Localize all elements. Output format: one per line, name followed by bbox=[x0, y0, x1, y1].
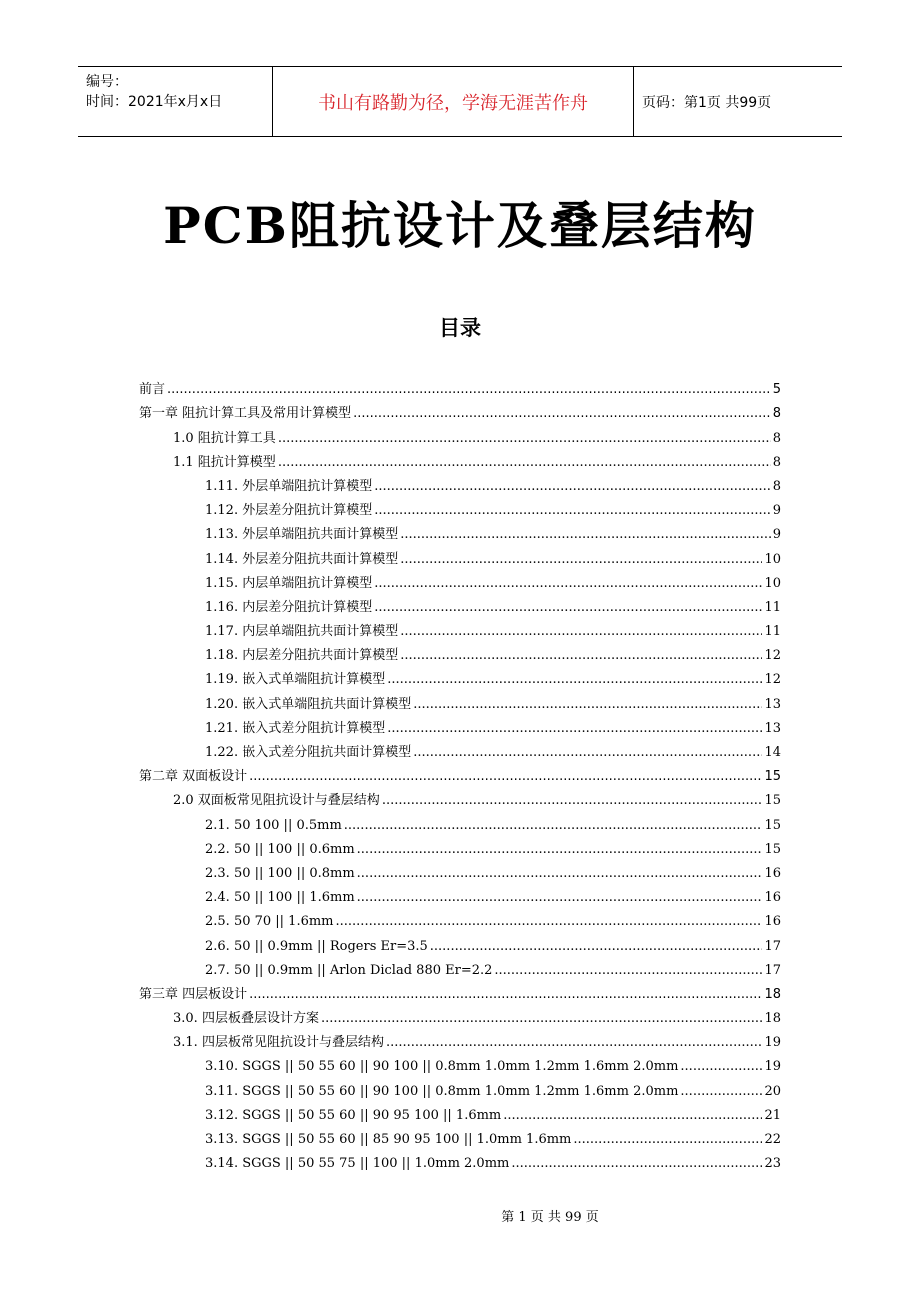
toc-entry[interactable] bbox=[139, 737, 781, 761]
toc-entry-title: 2.4. 50 || 100 || 1.6mm bbox=[205, 890, 355, 906]
toc-leader-dots bbox=[374, 576, 762, 592]
toc-entry-title: 2.0 双面板常见阻抗设计与叠层结构 bbox=[173, 793, 380, 809]
toc-entry[interactable] bbox=[139, 809, 781, 833]
toc-entry-title: 第一章 阻抗计算工具及常用计算模型 bbox=[139, 406, 352, 422]
toc-entry[interactable] bbox=[139, 592, 781, 616]
toc-leader-dots bbox=[573, 1132, 762, 1148]
toc-entry-page: 16 bbox=[764, 914, 781, 930]
toc-entry[interactable] bbox=[139, 761, 781, 785]
toc-entry[interactable] bbox=[139, 688, 781, 712]
toc-entry-page: 13 bbox=[764, 720, 781, 736]
toc-entry-title: 1.22. 嵌入式差分阻抗共面计算模型 bbox=[205, 745, 412, 760]
toc-entry-page: 19 bbox=[764, 1059, 781, 1075]
toc-entry-page: 15 bbox=[764, 841, 781, 857]
toc-entry[interactable] bbox=[139, 1148, 781, 1172]
page-footer: 第 1 页 共 99 页 bbox=[501, 1210, 599, 1225]
table-of-contents bbox=[139, 374, 781, 1172]
toc-entry-page: 20 bbox=[764, 1083, 781, 1099]
toc-entry-page: 8 bbox=[772, 406, 781, 422]
toc-entry[interactable] bbox=[139, 930, 781, 954]
toc-entry-title: 1.19. 嵌入式单端阻抗计算模型 bbox=[205, 672, 386, 688]
toc-entry-title: 1.13. 外层单端阻抗共面计算模型 bbox=[205, 527, 399, 543]
toc-entry-title: 2.7. 50 || 0.9mm || Arlon Diclad 880 Er=2.2 bbox=[205, 962, 493, 978]
toc-entry-title: 1.12. 外层差分阻抗计算模型 bbox=[205, 503, 373, 519]
toc-leader-dots bbox=[353, 406, 771, 422]
toc-leader-dots bbox=[430, 939, 763, 955]
toc-entry-title: 1.20. 嵌入式单端阻抗共面计算模型 bbox=[205, 696, 412, 712]
toc-entry-title: 2.2. 50 || 100 || 0.6mm bbox=[205, 841, 355, 857]
toc-entry-page: 10 bbox=[764, 575, 781, 591]
toc-leader-dots bbox=[249, 987, 762, 1003]
toc-entry-page: 9 bbox=[772, 503, 781, 519]
toc-entry-title: 1.17. 内层单端阻抗共面计算模型 bbox=[205, 624, 399, 640]
toc-entry-page: 15 bbox=[764, 769, 781, 785]
toc-entry[interactable] bbox=[139, 543, 781, 567]
toc-entry[interactable] bbox=[139, 422, 781, 446]
toc-entry-title: 2.3. 50 || 100 || 0.8mm bbox=[205, 865, 355, 881]
toc-entry-page: 11 bbox=[764, 624, 781, 640]
toc-entry-page: 13 bbox=[764, 696, 781, 712]
toc-leader-dots bbox=[344, 818, 763, 834]
toc-leader-dots bbox=[400, 624, 762, 640]
toc-entry[interactable] bbox=[139, 1003, 781, 1027]
toc-leader-dots bbox=[321, 1011, 763, 1027]
toc-entry-title: 3.11. SGGS || 50 55 60 || 90 100 || 0.8mm 1.0mm 1.2mm 1.6mm 2.0mm bbox=[205, 1083, 679, 1099]
header-page-info: 页码：第1页 共99页 bbox=[642, 94, 772, 111]
toc-entry[interactable] bbox=[139, 495, 781, 519]
toc-entry[interactable] bbox=[139, 616, 781, 640]
toc-leader-dots bbox=[387, 721, 762, 737]
toc-leader-dots bbox=[413, 745, 762, 761]
toc-entry-title: 前言 bbox=[139, 382, 166, 398]
toc-entry[interactable] bbox=[139, 398, 781, 422]
toc-entry-page: 5 bbox=[772, 382, 781, 398]
toc-entry-title: 1.0 阻抗计算工具 bbox=[173, 430, 276, 446]
toc-entry[interactable] bbox=[139, 882, 781, 906]
toc-leader-dots bbox=[382, 793, 763, 809]
toc-entry-page: 17 bbox=[764, 962, 781, 978]
toc-entry[interactable] bbox=[139, 834, 781, 858]
toc-entry-title: 1.11. 外层单端阻抗计算模型 bbox=[205, 478, 373, 494]
toc-entry-title: 1.1 阻抗计算模型 bbox=[173, 454, 276, 470]
toc-entry-title: 3.14. SGGS || 50 55 75 || 100 || 1.0mm 2.0mm bbox=[205, 1156, 510, 1172]
toc-leader-dots bbox=[278, 455, 771, 471]
toc-entry-page: 15 bbox=[764, 817, 781, 833]
toc-entry-page: 18 bbox=[764, 1011, 781, 1027]
toc-entry-page: 19 bbox=[764, 1035, 781, 1051]
toc-leader-dots bbox=[167, 382, 771, 398]
toc-leader-dots bbox=[374, 503, 771, 519]
toc-entry-page: 8 bbox=[772, 478, 781, 494]
toc-entry-page: 18 bbox=[764, 986, 781, 1002]
toc-entry[interactable] bbox=[139, 955, 781, 979]
toc-leader-dots bbox=[357, 842, 763, 858]
toc-entry-title: 3.10. SGGS || 50 55 60 || 90 100 || 0.8mm 1.0mm 1.2mm 1.6mm 2.0mm bbox=[205, 1059, 679, 1075]
toc-entry[interactable] bbox=[139, 374, 781, 398]
toc-leader-dots bbox=[400, 527, 771, 543]
toc-entry-page: 12 bbox=[764, 648, 781, 664]
toc-entry[interactable] bbox=[139, 1027, 781, 1051]
toc-entry[interactable] bbox=[139, 1051, 781, 1075]
toc-entry-title: 1.14. 外层差分阻抗共面计算模型 bbox=[205, 551, 399, 567]
header-date: 时间：2021年x月x日 bbox=[86, 94, 223, 110]
toc-leader-dots bbox=[387, 672, 762, 688]
toc-entry[interactable] bbox=[139, 1075, 781, 1099]
toc-entry[interactable] bbox=[139, 664, 781, 688]
toc-entry-page: 8 bbox=[772, 454, 781, 470]
toc-entry-page: 21 bbox=[764, 1107, 781, 1123]
toc-entry[interactable] bbox=[139, 906, 781, 930]
toc-entry-title: 3.13. SGGS || 50 55 60 || 85 90 95 100 || 1.0mm 1.6mm bbox=[205, 1132, 572, 1147]
page-header bbox=[78, 66, 842, 137]
toc-entry-page: 11 bbox=[764, 599, 781, 615]
toc-entry-page: 8 bbox=[772, 430, 781, 446]
toc-entry[interactable] bbox=[139, 785, 781, 809]
toc-entry-title: 1.15. 内层单端阻抗计算模型 bbox=[205, 575, 373, 591]
toc-entry-title: 2.1. 50 100 || 0.5mm bbox=[205, 817, 342, 833]
header-number-label: 编号： bbox=[86, 74, 128, 90]
toc-entry[interactable] bbox=[139, 979, 781, 1003]
header-motto: 书山有路勤为径，学海无涯苦作舟 bbox=[272, 67, 634, 136]
toc-leader-dots bbox=[357, 866, 763, 882]
toc-entry-title: 1.21. 嵌入式差分阻抗计算模型 bbox=[205, 720, 386, 736]
toc-entry[interactable] bbox=[139, 1100, 781, 1124]
toc-entry-page: 17 bbox=[764, 938, 781, 954]
toc-entry-page: 9 bbox=[772, 527, 781, 543]
toc-entry-page: 10 bbox=[764, 551, 781, 567]
toc-leader-dots bbox=[511, 1156, 762, 1172]
toc-entry[interactable] bbox=[139, 471, 781, 495]
document-title: PCB阻抗设计及叠层结构 bbox=[163, 196, 757, 255]
toc-entry-title: 3.0. 四层板叠层设计方案 bbox=[173, 1011, 319, 1027]
toc-entry-title: 第二章 双面板设计 bbox=[139, 769, 248, 785]
toc-entry[interactable] bbox=[139, 1124, 781, 1148]
toc-entry-page: 22 bbox=[764, 1132, 781, 1147]
toc-heading: 目录 bbox=[439, 316, 481, 340]
toc-leader-dots bbox=[400, 552, 762, 568]
toc-entry-title: 3.1. 四层板常见阻抗设计与叠层结构 bbox=[173, 1035, 384, 1051]
toc-leader-dots bbox=[278, 431, 771, 447]
toc-leader-dots bbox=[336, 914, 763, 930]
toc-leader-dots bbox=[374, 600, 762, 616]
toc-entry-title: 1.16. 内层差分阻抗计算模型 bbox=[205, 599, 373, 615]
toc-entry-title: 第三章 四层板设计 bbox=[139, 986, 248, 1002]
toc-leader-dots bbox=[503, 1108, 762, 1124]
toc-entry[interactable] bbox=[139, 519, 781, 543]
toc-entry[interactable] bbox=[139, 713, 781, 737]
toc-leader-dots bbox=[494, 963, 762, 979]
toc-entry-title: 1.18. 内层差分阻抗共面计算模型 bbox=[205, 648, 399, 664]
toc-leader-dots bbox=[374, 479, 771, 495]
toc-entry-page: 15 bbox=[764, 793, 781, 809]
toc-entry-page: 16 bbox=[764, 865, 781, 881]
toc-leader-dots bbox=[357, 890, 763, 906]
toc-entry-page: 14 bbox=[764, 745, 781, 760]
toc-entry[interactable] bbox=[139, 568, 781, 592]
toc-entry[interactable] bbox=[139, 447, 781, 471]
toc-entry-title: 2.5. 50 70 || 1.6mm bbox=[205, 914, 334, 930]
toc-leader-dots bbox=[400, 648, 762, 664]
header-info-cell bbox=[78, 67, 272, 136]
toc-entry-title: 3.12. SGGS || 50 55 60 || 90 95 100 || 1.6mm bbox=[205, 1107, 502, 1123]
toc-entry-title: 2.6. 50 || 0.9mm || Rogers Er=3.5 bbox=[205, 938, 428, 954]
toc-entry-page: 16 bbox=[764, 890, 781, 906]
toc-entry[interactable] bbox=[139, 640, 781, 664]
toc-leader-dots bbox=[680, 1084, 762, 1100]
toc-entry-page: 23 bbox=[764, 1156, 781, 1172]
toc-leader-dots bbox=[386, 1035, 763, 1051]
toc-leader-dots bbox=[249, 769, 762, 785]
toc-leader-dots bbox=[680, 1059, 762, 1075]
toc-entry[interactable] bbox=[139, 858, 781, 882]
toc-entry-page: 12 bbox=[764, 672, 781, 688]
toc-leader-dots bbox=[413, 697, 762, 713]
